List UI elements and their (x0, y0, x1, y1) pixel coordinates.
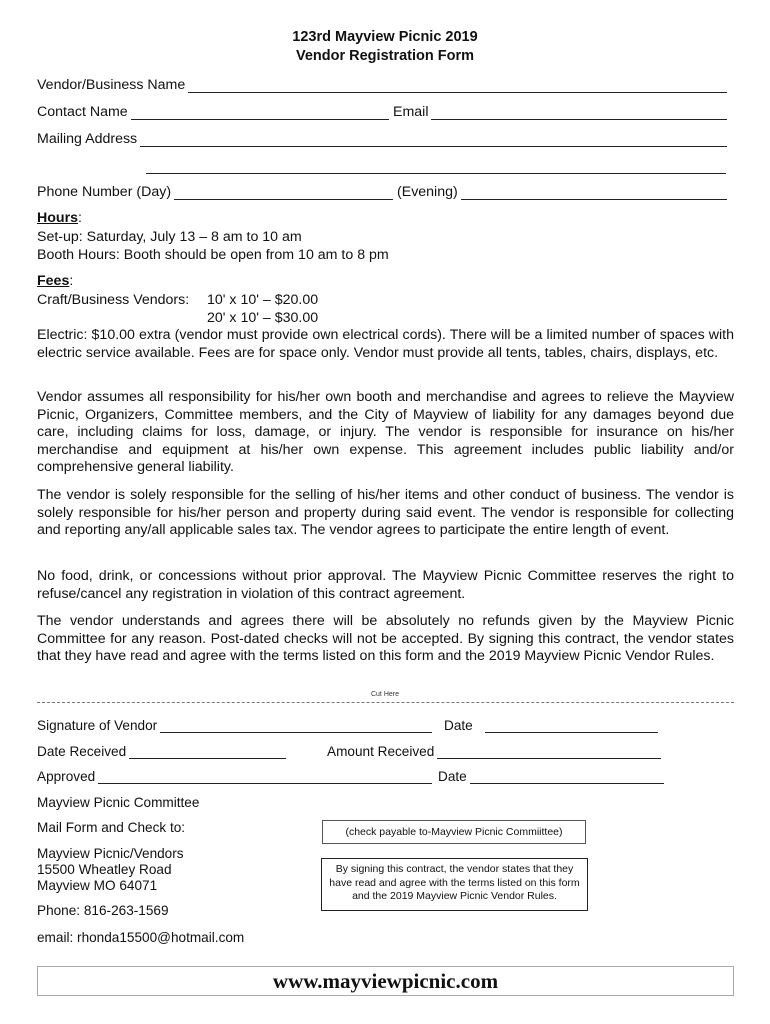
signature-date-row (444, 718, 658, 733)
address-line-2: 15500 Wheatley Road (37, 862, 172, 877)
form-title: 123rd Mayview Picnic 2019 (292, 29, 478, 45)
website-link[interactable]: www.mayviewpicnic.com (37, 966, 734, 996)
cut-line (37, 702, 734, 703)
mailing-address-input[interactable] (140, 132, 727, 147)
signature-input[interactable] (160, 718, 432, 733)
fee-20x10: 20' x 10' – $30.00 (207, 310, 319, 326)
signature-label: Signature of Vendor (37, 718, 158, 733)
phone-evening-label: (Evening) (397, 184, 458, 200)
refunds-paragraph: The vendor understands and agrees there will be absolutely no refunds given by the Mayview Picnic Committee for any reason. Post-dated checks will not be accepted. By signing this contract, the vendor states that they have read and agree with the terms listed on this form and the 2019 Mayview Picnic Vendor Rules. (37, 613, 734, 665)
signature-date-input[interactable] (485, 718, 658, 733)
address-line-3: Mayview MO 64071 (37, 878, 158, 893)
date-received-label: Date Received (37, 744, 127, 759)
signing-terms-note: By signing this contract, the vendor states that they have read and agree with the terms listed on this form and the 2019 Mayview Picnic Vendor Rules. (321, 858, 588, 911)
hours-heading: Hours: (37, 210, 82, 226)
vendor-name-input[interactable] (188, 78, 727, 93)
contact-name-row (37, 104, 389, 120)
amount-received-row (327, 744, 661, 759)
email-input[interactable] (431, 105, 727, 120)
email-row (393, 104, 727, 120)
vendor-name-row (37, 77, 727, 93)
address-line-1: Mayview Picnic/Vendors (37, 846, 184, 861)
approved-date-label: Date (438, 769, 467, 784)
mailing-address-row (37, 131, 727, 147)
fee-10x10: 10' x 10' – $20.00 (207, 292, 319, 308)
food-paragraph: No food, drink, or concessions without prior approval. The Mayview Picnic Committee reserves the right to refuse/cancel any registration in violation of this contract agreement. (37, 568, 734, 602)
setup-hours: Set-up: Saturday, July 13 – 8 am to 10 am (37, 229, 302, 245)
phone-day-input[interactable] (174, 185, 393, 200)
committee-label: Mayview Picnic Committee (37, 795, 200, 810)
liability-paragraph: Vendor assumes all responsibility for his/her own booth and merchandise and agrees to relieve the Mayview Picnic, Organizers, Committee members, and the City of Mayview of liability for any damages beyond due care, including claims for loss, damage, or injury. The vendor is responsible for insurance on his/her merchandise and equipment at his/her own expense. This agreement includes public liability and/or comprehensive general liability. (37, 389, 734, 476)
phone-contact: Phone: 816-263-1569 (37, 903, 169, 918)
email-contact: email: rhonda15500@hotmail.com (37, 930, 245, 945)
contact-name-label: Contact Name (37, 104, 128, 120)
booth-hours: Booth Hours: Booth should be open from 10 am to 8 pm (37, 247, 389, 263)
approved-label: Approved (37, 769, 96, 784)
phone-evening-input[interactable] (461, 185, 727, 200)
electric-paragraph: Electric: $10.00 extra (vendor must provide own electrical cords). There will be a limited number of spaces with electric service available. Fees are for space only. Vendor must provide all tents, tables, chairs, displays, etc. (37, 327, 734, 361)
approved-date-input[interactable] (470, 769, 664, 784)
email-label: Email (393, 104, 429, 120)
phone-evening-row (397, 184, 727, 200)
signature-date-label: Date (444, 718, 473, 733)
date-received-row (37, 744, 286, 759)
cut-here-label: Cut Here (370, 691, 399, 698)
amount-received-label: Amount Received (327, 744, 435, 759)
fees-heading: Fees: (37, 273, 74, 289)
signature-row (37, 718, 432, 733)
craft-vendors-label: Craft/Business Vendors: (37, 292, 190, 308)
vendor-name-label: Vendor/Business Name (37, 77, 186, 93)
mailing-address-line-2[interactable] (146, 159, 726, 174)
phone-day-label: Phone Number (Day) (37, 184, 172, 200)
contact-name-input[interactable] (131, 105, 389, 120)
amount-received-input[interactable] (437, 744, 661, 759)
mailing-address-label: Mailing Address (37, 131, 138, 147)
check-payable-note: (check payable to-Mayview Picnic Commiittee) (322, 820, 586, 844)
phone-day-row (37, 184, 393, 200)
mail-to-label: Mail Form and Check to: (37, 820, 186, 835)
form-subtitle: Vendor Registration Form (295, 48, 475, 64)
approved-input[interactable] (98, 769, 432, 784)
date-received-input[interactable] (129, 744, 286, 759)
conduct-paragraph: The vendor is solely responsible for the selling of his/her items and other conduct of business. The vendor is solely responsible for his/her person and property during said event. The vendor is responsible for collecting and reporting any/all applicable sales tax. The vendor agrees to participate the entire length of event. (37, 487, 734, 539)
approved-row (37, 769, 432, 784)
approved-date-row (438, 769, 664, 784)
